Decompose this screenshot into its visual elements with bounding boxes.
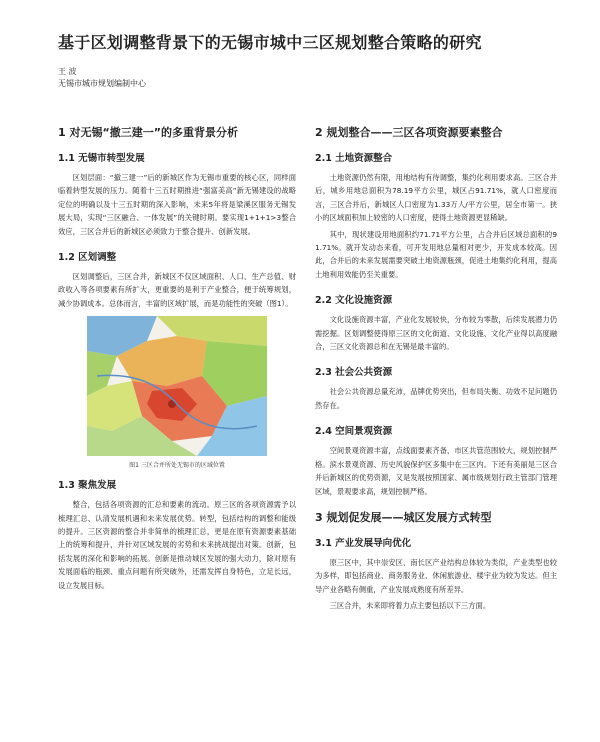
section-3-heading: 3 规划促发展——城区发展方式转型	[315, 510, 492, 524]
section-1-2-paragraph: 区划调整后，三区合并，新城区不仅区域面积、人口、生产总值、财政收入等各项要素有所扩大，更重要的是利于产业整合，便于统筹规划，减少协调成本。总体而言，丰富的区域扩展，而是功能性的突破（图1）。	[58, 272, 296, 308]
section-2-2-paragraph: 文化设施资源丰富，产业化发展较快，分布较为零散，后续发展潜力仍需挖掘。区划调整使得原三区的文化街道、文化设施、文化产业得以高度融合，三区文化资源总和在无锡是最丰富的。	[315, 315, 557, 352]
section-1-3-paragraph: 整合，包括各项资源的汇总和要素的流动。原三区的各项资源需予以梳理汇总、认清发展机遇和未来发展优势。转型，包括结构的调整和能级的提升。三区资源的整合并非简单的梳理汇总，更是在原有资源要素基础上的统筹和提升，并针对区域发展的劣势和未来挑战提出对策。创新，包括发展的深化和影响的拓展。创新是推动城区发展的强大动力，除对原有发展面临的瓶颈、重点问题有所突破外，还需发挥自身特色，立足长远，设立发展目标。	[58, 500, 296, 590]
district-map-figure	[87, 316, 267, 456]
author-name: 王 波	[58, 67, 77, 76]
paper-title: 基于区划调整背景下的无锡市城中三区规划整合策略的研究	[58, 33, 482, 52]
section-2-1-heading: 2.1 土地资源整合	[315, 153, 393, 164]
right-column	[315, 126, 557, 616]
section-3-1-paragraph-1: 原三区中，其中崇安区、南长区产业结构总体较为类似，产业类型也较为多样，即包括商业、商务服务业、休闲旅游业、楼宇业为较为发达。但主导产业各略有侧重，产业发展成熟度有所差异。	[315, 557, 557, 594]
author-affiliation: 无锡市城市规划编制中心	[58, 79, 146, 88]
section-3-1-paragraph-2: 三区合并，未来即将着力点主要包括以下三方面。	[329, 601, 491, 611]
section-3-1-heading: 3.1 产业发展导向优化	[315, 537, 412, 549]
figure-caption: 图1 三区合并所处无锡市的区域位置	[129, 462, 225, 470]
left-column	[58, 126, 296, 595]
section-1-3-heading: 1.3 聚焦发展	[58, 480, 117, 492]
section-2-heading: 2 规划整合——三区各项资源要素整合	[315, 126, 503, 139]
section-1-1-heading: 1.1 无锡市转型发展	[58, 153, 145, 164]
section-1-1-paragraph: 区划层面：“撤三建一”后的新城区作为无锡市重要的核心区，同样面临着转型发展的压力。随着十三五时期推进“强富美高”新无锡建设的战略定位的明确以及十三五时期的深入影响，未来5年将是梁溪区服务无锡发展大局，实现“三区融合、一体发展”的关键时期。要实现1+1+1>3整合效应，三区合并后的新城区必须致力于整合提升、创新发展。	[58, 173, 296, 236]
section-2-4-heading: 2.4 空间景观资源	[315, 426, 393, 438]
section-2-1-paragraph-1: 土地资源仍然有限，用地结构有待调整，集约化利用要求高。三区合并后，城乡用地总面积为78.19平方公里，城区占91.71%，就人口密度而言，三区合并后，新城区人口密度为1.33万人/平方公里，居全市第一。狭小的区域面积加上较密的人口密度，使得土地资源更显稀缺。	[315, 173, 557, 223]
section-2-3-heading: 2.3 社会公共资源	[315, 367, 393, 379]
section-1-heading: 1 对无锡“撤三建一”的多重背景分析	[58, 126, 238, 139]
section-2-1-paragraph-2: 其中，现状建设用地面积约71.71平方公里，占合并后区域总面积的91.71%。就开发动态来看，可开发用地总量相对更少，开发成本较高。因此，合并后的未来发展需要突破土地资源瓶颈，促进土地集约化利用，提高土地利用效能仍至关重要。	[315, 229, 557, 279]
section-1-2-heading: 1.2 区划调整	[58, 252, 117, 264]
section-2-4-paragraph: 空间景观资源丰富，点线面要素齐备，市区共管范围较大，规划控制严格。滨水景观资源、历史风貌保护区多集中在三区内。下还有美丽是三区合并后新城区的优势资源，又是发展按照国家、属市级规划行政主管部门管理区域，景观要求高，规划控制严格。	[315, 446, 557, 496]
section-2-3-paragraph: 社会公共资源总量充沛，品牌优势突出，但布局失衡、功效不足问题仍然存在。	[315, 387, 557, 410]
section-2-2-heading: 2.2 文化设施资源	[315, 295, 393, 307]
